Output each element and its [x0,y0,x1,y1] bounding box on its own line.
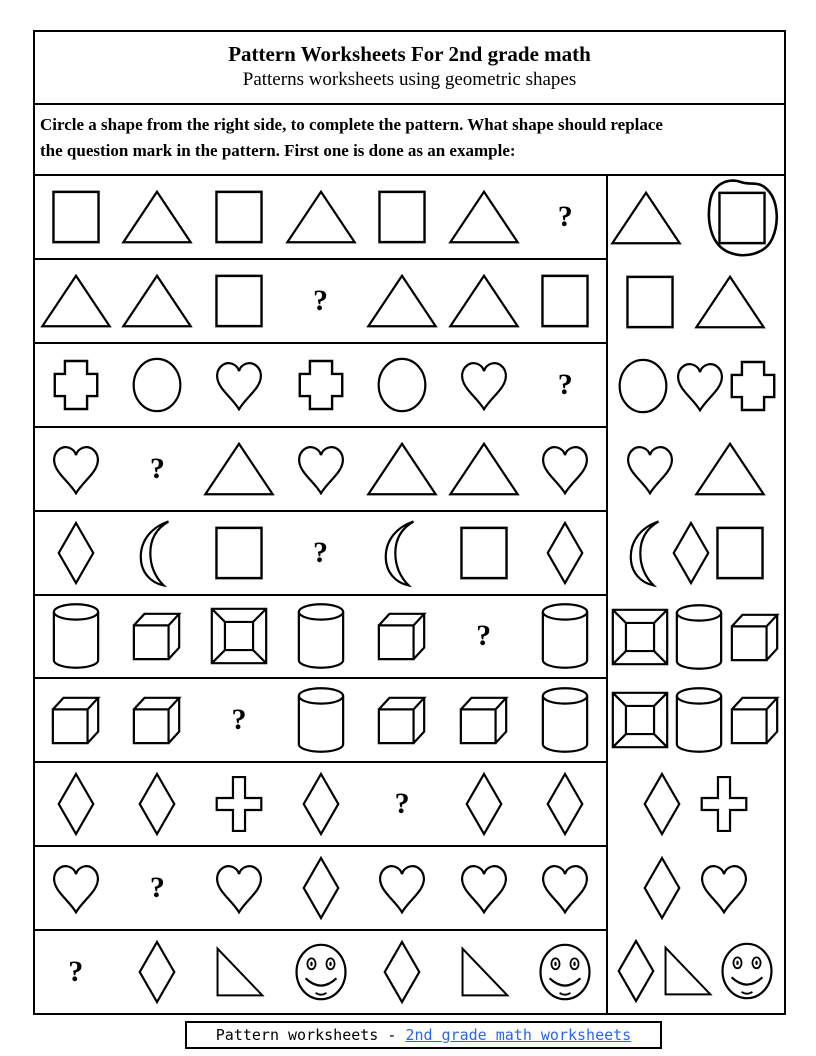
heart-icon [624,441,676,497]
pattern-cell [35,601,117,671]
pattern-cell [35,357,117,413]
pattern-cell [443,770,525,838]
answer-choice-circle[interactable] [615,355,671,417]
pattern-cell [524,685,606,755]
plus-icon [213,773,265,835]
smiley-icon [536,941,594,1003]
cube-icon [375,693,429,747]
smiley-icon [718,940,776,1002]
answer-choice-cube[interactable] [728,610,782,664]
heart-icon [674,358,726,414]
question-mark: ? [149,451,165,485]
heart-icon [50,860,102,916]
cylinder-icon [673,685,725,755]
pattern-cell [443,621,525,651]
answer-choice-heart[interactable] [674,358,726,414]
pattern-table [35,176,784,1013]
footer [185,1021,662,1049]
square-icon [458,524,510,582]
question-mark: ? [313,535,329,569]
pattern-cell [524,601,606,671]
answer-choice-diamond[interactable] [671,519,711,587]
worksheet [33,30,786,1015]
diamond-icon [616,937,656,1005]
answer-choice-diamond[interactable] [642,854,682,922]
triangle-icon [446,188,522,246]
triangle-icon [364,272,440,330]
pattern-cell [361,440,443,498]
pattern-cell [361,938,443,1006]
pattern-cell [198,272,280,330]
cross-icon [729,358,777,414]
triangle-icon [364,440,440,498]
triangle-icon [692,273,768,331]
cylinder-icon [295,601,347,671]
cube-icon [728,610,782,664]
answer-choice-plus[interactable] [698,773,750,835]
plus-icon [698,773,750,835]
answer-group [608,595,784,679]
right-triangle-icon [659,943,715,999]
answer-choice-diamond[interactable] [616,937,656,1005]
pattern-cell [117,693,199,747]
crescent-icon [381,516,423,590]
pattern-cell [35,693,117,747]
answer-choice-triangle[interactable] [608,189,684,247]
heart-icon [539,860,591,916]
pattern-cell [117,354,199,416]
heart-icon [213,357,265,413]
frame-icon [610,690,670,750]
answer-group [608,678,784,762]
circle-icon [615,355,671,417]
pattern-cell [117,609,199,663]
pattern-cell [524,199,606,233]
crescent-icon [626,516,668,590]
right-triangle-icon [211,944,267,1000]
pattern-cell [35,519,117,587]
triangle-icon [119,272,195,330]
question-mark: ? [557,199,573,233]
pattern-row [35,428,606,512]
worksheet-header [35,32,784,105]
pattern-cell [117,188,199,246]
pattern-cell [280,441,362,497]
heart-icon [458,860,510,916]
pattern-cell [198,705,280,735]
pattern-cell [35,188,117,246]
square-icon [213,524,265,582]
pattern-cell [524,272,606,330]
cylinder-icon [50,601,102,671]
pattern-cell [35,441,117,497]
pattern-row [35,596,606,680]
pattern-cell [117,451,199,485]
question-mark: ? [68,955,84,989]
question-mark: ? [149,871,165,905]
pattern-row [35,679,606,763]
cube-icon [130,693,184,747]
diamond-icon [545,519,585,587]
answer-choice-right-triangle[interactable] [659,943,715,999]
diamond-icon [301,854,341,922]
answer-group [608,260,784,344]
triangle-icon [446,272,522,330]
diamond-icon [671,519,711,587]
pattern-cell [361,188,443,246]
triangle-icon [38,272,114,330]
question-mark: ? [394,787,410,821]
pattern-cell [524,770,606,838]
answer-choice-triangle[interactable] [692,273,768,331]
answer-group [608,762,784,846]
pattern-cell [198,188,280,246]
diamond-icon [464,770,504,838]
pattern-row [35,512,606,596]
page-subtitle: Patterns worksheets using geometric shapes [242,69,577,91]
pattern-cell [198,944,280,1000]
answer-choice-heart[interactable] [698,860,750,916]
pattern-cell [524,941,606,1003]
diamond-icon [301,770,341,838]
circle-icon [129,354,185,416]
pattern-cell [35,272,117,330]
answer-choice-frame[interactable] [610,690,670,750]
pattern-cell [524,860,606,916]
pattern-cell [198,357,280,413]
instructions-line-2: the question mark in the pattern. First one is done as an example: [40,141,516,161]
question-mark: ? [313,283,329,317]
pattern-cell [117,272,199,330]
answer-choice-crescent[interactable] [626,516,668,590]
cylinder-icon [295,685,347,755]
pattern-cell [280,357,362,413]
cube-icon [375,609,429,663]
answer-choice-triangle[interactable] [692,440,768,498]
diamond-icon [642,854,682,922]
triangle-icon [608,189,684,247]
pattern-row [35,260,606,344]
pattern-cell [117,938,199,1006]
pattern-cell [443,944,525,1000]
pattern-cell [443,440,525,498]
square-icon [714,524,766,582]
diamond-icon [137,938,177,1006]
diamond-icon [545,770,585,838]
pattern-row [35,763,606,847]
pattern-cell [361,516,443,590]
pattern-cell [280,770,362,838]
diamond-icon [56,519,96,587]
triangle-icon [446,440,522,498]
pattern-cell [524,367,606,401]
pattern-cell [198,606,280,666]
pattern-cell [198,860,280,916]
cylinder-icon [673,602,725,672]
answer-group [608,427,784,511]
square-icon [50,188,102,246]
pattern-cell [35,860,117,916]
pattern-cell [198,440,280,498]
pattern-cell [280,188,362,246]
pattern-cell [280,283,362,317]
answer-group [608,846,784,930]
heart-icon [539,441,591,497]
example-circle-mark [701,175,783,261]
pattern-cell [280,854,362,922]
triangle-icon [201,440,277,498]
triangle-icon [692,440,768,498]
answer-choice-cross[interactable] [729,358,777,414]
pattern-cell [524,519,606,587]
pattern-row [35,344,606,428]
diamond-icon [382,938,422,1006]
answer-choice-frame[interactable] [610,607,670,667]
pattern-cell [361,272,443,330]
right-triangle-icon [456,944,512,1000]
pattern-cell [280,535,362,569]
answer-choice-cube[interactable] [728,693,782,747]
triangle-icon [119,188,195,246]
cube-icon [457,693,511,747]
pattern-cell [443,272,525,330]
cube-icon [728,693,782,747]
pattern-cell [443,860,525,916]
diamond-icon [137,770,177,838]
page-title: Pattern Worksheets For 2nd grade math [228,42,591,66]
pattern-cell [35,770,117,838]
heart-icon [295,441,347,497]
pattern-cell [361,609,443,663]
answer-group [608,929,784,1013]
answer-column [608,176,784,1013]
pattern-cell [198,773,280,835]
pattern-column [35,176,608,1013]
pattern-cell [117,770,199,838]
pattern-cell [443,524,525,582]
answer-choice-diamond[interactable] [642,770,682,838]
pattern-cell [524,441,606,497]
cylinder-icon [539,601,591,671]
pattern-cell [361,860,443,916]
frame-icon [209,606,269,666]
cube-icon [130,609,184,663]
answer-choice-square[interactable] [624,273,676,331]
heart-icon [458,357,510,413]
instructions-line-1: Circle a shape from the right side, to complete the pattern. What shape should replace [40,115,663,134]
pattern-cell [361,789,443,819]
question-mark: ? [557,367,573,401]
question-mark: ? [476,619,492,653]
square-icon [539,272,591,330]
pattern-row [35,176,606,260]
question-mark: ? [231,703,247,737]
answer-choice-cylinder[interactable] [673,602,725,672]
answer-group [608,176,784,260]
pattern-cell [280,601,362,671]
pattern-cell [361,693,443,747]
circle-icon [374,354,430,416]
pattern-cell [443,188,525,246]
footer-text: Pattern worksheets - [215,1026,406,1044]
cylinder-icon [539,685,591,755]
answer-choice-heart[interactable] [624,441,676,497]
footer-link[interactable]: 2nd grade math worksheets [405,1026,632,1044]
heart-icon [213,860,265,916]
diamond-icon [56,770,96,838]
pattern-cell [443,357,525,413]
pattern-cell [443,693,525,747]
pattern-cell [198,524,280,582]
heart-icon [376,860,428,916]
answer-choice-square[interactable] [714,524,766,582]
pattern-row [35,847,606,931]
answer-group [608,511,784,595]
pattern-cell [117,873,199,903]
frame-icon [610,607,670,667]
cube-icon [49,693,103,747]
square-icon [624,273,676,331]
heart-icon [698,860,750,916]
answer-choice-smiley[interactable] [718,940,776,1002]
pattern-cell [35,957,117,987]
heart-icon [50,441,102,497]
answer-choice-cylinder[interactable] [673,685,725,755]
square-icon [213,272,265,330]
cross-icon [52,357,100,413]
instructions [35,105,784,176]
pattern-row [35,931,606,1013]
answer-choice-square[interactable] [700,176,784,260]
pattern-cell [280,685,362,755]
answer-group [608,344,784,428]
triangle-icon [283,188,359,246]
diamond-icon [642,770,682,838]
pattern-cell [280,941,362,1003]
cross-icon [297,357,345,413]
pattern-cell [361,354,443,416]
square-icon [376,188,428,246]
square-icon [213,188,265,246]
pattern-cell [117,516,199,590]
crescent-icon [136,516,178,590]
smiley-icon [292,941,350,1003]
